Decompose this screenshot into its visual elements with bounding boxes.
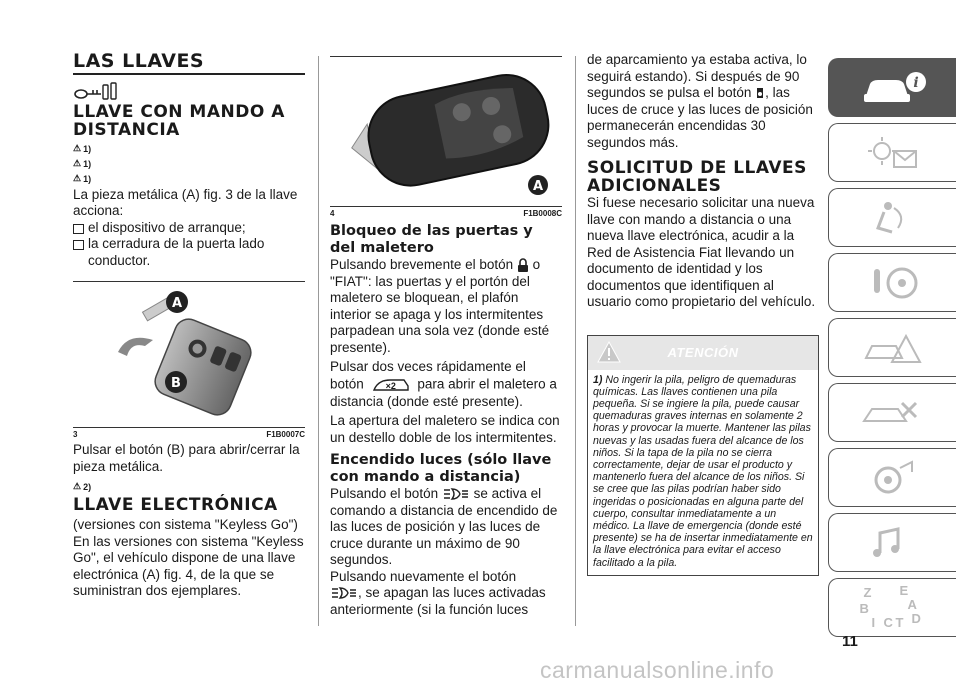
warning-triangle-icon: ⚠ <box>73 172 82 183</box>
svg-text:i: i <box>912 74 919 91</box>
figure-4 <box>330 56 562 218</box>
tab-safety[interactable] <box>828 188 956 247</box>
figure-3 <box>73 281 305 439</box>
heading-remote-key: LLAVE CON MANDO A DISTANCIA <box>73 101 285 140</box>
watermark: carmanualsonline.info <box>540 657 775 683</box>
paragraph: Pulsar el botón (B) para abrir/cerrar la pieza metálica. <box>73 442 300 474</box>
lights-icon <box>330 586 358 600</box>
tab-starting-driving[interactable] <box>828 253 956 312</box>
steering-start-icon <box>858 263 928 303</box>
paragraph: Pulsando nuevamente el botón <box>330 568 517 584</box>
heading-lights: Encendido luces (sólo llave con mando a distancia) <box>330 452 552 485</box>
multimedia-icon <box>858 523 928 563</box>
tab-multimedia[interactable] <box>828 513 956 572</box>
flip-key-illustration <box>73 282 305 422</box>
warning-ref: ⚠ 2) <box>73 481 92 492</box>
paragraph: Pulsando brevemente el botón o "FIAT": las puertas y el portón del maletero se bloquean, el plafón interior se apaga y los intermitentes parpadean una sola vez (donde esté presente). <box>330 257 550 355</box>
warning-ref: ⚠ 1) <box>73 172 92 184</box>
section-title: LAS LLAVES <box>73 50 205 72</box>
paragraph: La apertura del maletero se indica con un destello doble de los intermitentes. <box>330 413 560 445</box>
title-rule <box>73 73 305 75</box>
warning-lights-icon <box>858 133 928 173</box>
warning-triangle-icon: ⚠ <box>73 142 82 153</box>
index-letters-icon: Z E A B I C T D <box>859 582 921 630</box>
tab-warning-lights[interactable] <box>828 123 956 182</box>
heading-lock: Bloqueo de las puertas y del maletero <box>330 223 533 256</box>
middle-column <box>330 52 562 618</box>
paragraph: (versiones con sistema "Keyless Go") <box>73 517 298 532</box>
page-number: 11 <box>842 633 858 650</box>
car-info-icon <box>858 68 928 108</box>
paragraph: La pieza metálica (A) fig. 3 de la llave acciona: <box>73 186 298 218</box>
paragraph: Pulsando el botón se activa el comando a distancia de encendido de las luces de posición y las luces de cruce durante un máximo de 90 segundos. <box>330 486 558 567</box>
attention-title: ATENCIÓN <box>667 344 739 360</box>
padlock-icon <box>517 258 529 273</box>
bullet-box-icon <box>73 224 84 234</box>
trunk-double-press-icon: ×2 <box>372 376 410 394</box>
warning-ref: ⚠ 1) <box>73 142 92 154</box>
figure-caption: 3 F1B0007C <box>73 427 305 439</box>
figure-caption: 4 F1B0008C <box>330 206 562 218</box>
chapter-tabs <box>828 58 956 643</box>
attention-header <box>588 336 818 370</box>
heading-electronic-key: LLAVE ELECTRÓNICA <box>73 495 278 515</box>
tab-technical-data[interactable] <box>828 448 956 507</box>
figure-label-a: A <box>532 179 544 194</box>
maintenance-icon <box>858 393 928 433</box>
warning-triangle-icon: ⚠ <box>73 157 82 168</box>
right-column <box>587 52 819 576</box>
figure-label-a: A <box>171 296 183 311</box>
column-divider <box>318 56 319 626</box>
lights-button-icon <box>755 86 765 100</box>
attention-box <box>587 335 819 576</box>
keys-icon <box>73 81 305 103</box>
heading-additional-keys: SOLICITUD DE LLAVES ADICIONALES <box>587 158 807 196</box>
paragraph: Si fuese necesario solicitar una nueva llave con mando a distancia o una nueva llave electrónica, acudir a la Red de Asistencia Fiat llevando un documento de identidad y los documentos que identifiquen al usuario como propietario del vehículo. <box>587 195 816 309</box>
paragraph: Pulsar dos veces rápidamente el <box>330 359 526 374</box>
left-column <box>73 52 305 600</box>
paragraph: botón ×2 para abrir el maletero a distancia (donde esté presente). <box>330 376 557 409</box>
list-item: la cerradura de la puerta lado conductor. <box>73 236 305 269</box>
paragraph: de aparcamiento ya estaba activa, lo seguirá estando). Si después de 90 segundos se pulsa el botón , las luces de cruce y las luces de posición permanecerán encendidas 30 segundos más. <box>587 52 813 150</box>
lights-icon <box>442 487 470 501</box>
bullet-box-icon <box>73 240 84 250</box>
emergency-triangle-icon <box>858 328 928 368</box>
tab-index[interactable] <box>828 578 956 637</box>
paragraph: , se apagan las luces activadas anteriormente (si la función luces <box>330 585 546 617</box>
warning-ref: ⚠ 1) <box>73 157 92 169</box>
figure-label-b: B <box>171 376 181 391</box>
column-divider <box>575 56 576 626</box>
list-item: el dispositivo de arranque; <box>73 220 305 237</box>
technical-data-icon <box>858 458 928 498</box>
warning-triangle-icon: ⚠ <box>73 481 82 491</box>
attention-text: 1) No ingerir la pila, peligro de quemaduras químicas. Las llaves contienen una pila pequeña. Si se ingiere la pila, puede causar quemaduras graves internas en solamente 2 horas y provocar la muerte. Mantener las pilas nuevas y las usadas fuera del alcance de los niños. Si la tapa de la pila no se cierra correctamente, dejar de usar el producto y mantenerlo fuera del alcance de los niños. Si se cree que las pilas podrían haber sido ingeridas o posicionadas en alguna parte del cuerpo, consultar inmediatamente a un médico. La llave de emergencia (donde esté presente) se ha de insertar inmediatamente en la llave electrónica para evitar el acceso facilitado a la pila. <box>593 373 813 569</box>
paragraph: En las versiones con sistema "Keyless Go", el vehículo dispone de una llave electrónica (A) fig. 4, de la que se suministran dos ejemplares. <box>73 533 304 598</box>
electronic-key-illustration <box>330 57 562 201</box>
tab-emergency[interactable] <box>828 318 956 377</box>
tab-maintenance[interactable] <box>828 383 956 442</box>
airbag-seat-icon <box>858 198 928 238</box>
tab-car-info[interactable] <box>828 58 956 117</box>
